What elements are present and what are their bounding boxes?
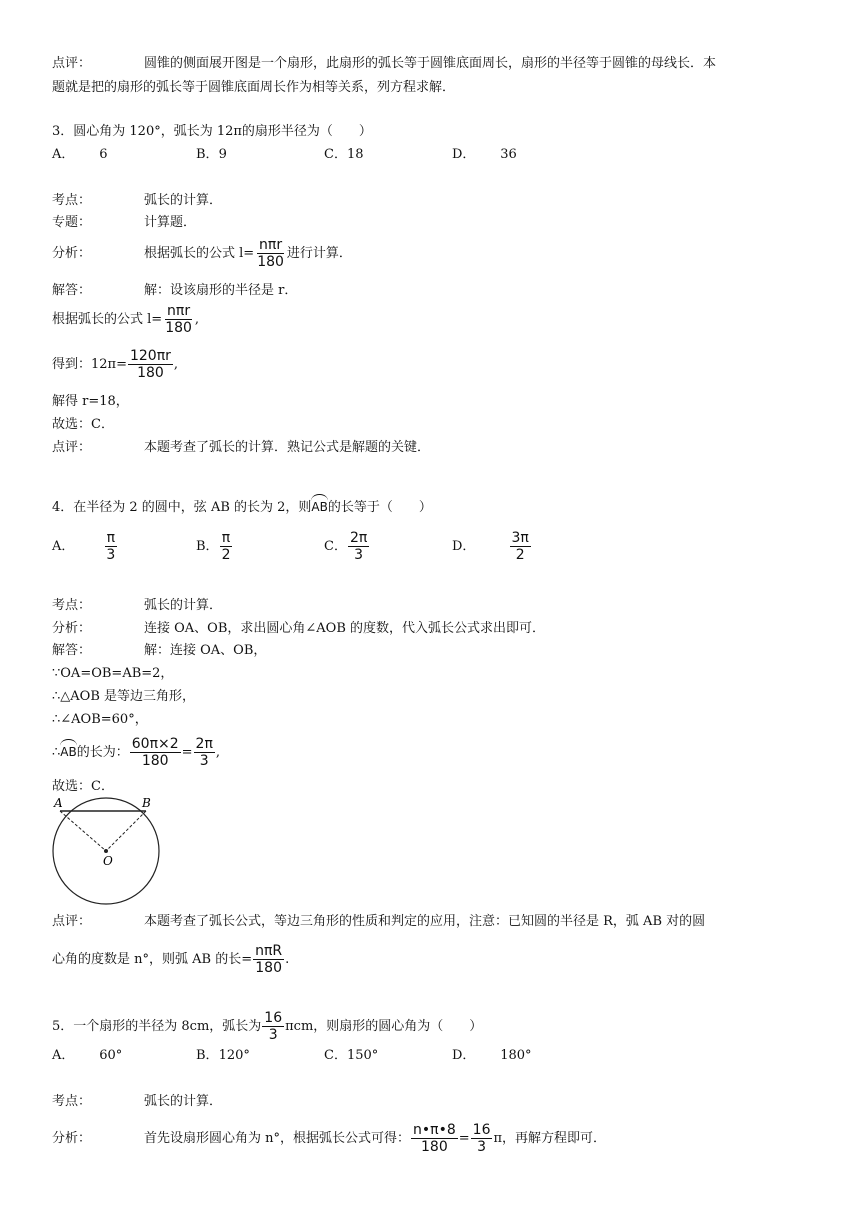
- q4-option-d: D． $\frac{3\pi}{2}$: [452, 530, 529, 563]
- q4-step-4: ∴AB的长为： $\frac{60\pi\times 2}{180}$ = $\frac{2\pi}{3}$ ,: [52, 736, 221, 769]
- q5-analysis: 分析： 首先设扇形圆心角为 n°，根据弧长公式可得： $\frac{n•\pi•8}{180}$ = $\frac{16}{3}$ π，再解方程即可．: [52, 1122, 607, 1155]
- q3-special: 专题： 计算题．: [52, 215, 197, 230]
- q4-option-a: A． $\frac{\pi}{3}$: [52, 530, 116, 563]
- fraction: $\frac{\pi}{2}$: [221, 530, 231, 563]
- radius-oa: [60, 811, 106, 851]
- fraction: $\frac{60\pi\times 2}{180}$: [131, 736, 179, 769]
- q3-option-b: B．9: [196, 147, 227, 162]
- q4-step-1: ∵OA=OB=AB=2，: [52, 666, 174, 681]
- fraction: $\frac{2\pi}{3}$: [195, 736, 213, 769]
- q3-stem: 3．圆心角为 120°，弧长为 12π的扇形半径为（ ）: [52, 124, 372, 139]
- q5-stem: 5．一个扇形的半径为 8cm，弧长为 $\frac{16}{3}$ πcm，则扇形的圆心角为（ ）: [52, 1010, 483, 1043]
- prev-comment: [52, 52, 812, 100]
- q3-topic: 考点： 弧长的计算．: [52, 193, 223, 208]
- q5-option-a: A． 60°: [52, 1048, 123, 1063]
- center-point: [104, 849, 108, 853]
- q4-topic: 考点： 弧长的计算．: [52, 598, 223, 613]
- label-o: O: [103, 854, 113, 868]
- q5-option-d: D． 180°: [452, 1048, 532, 1063]
- q4-comment-b: 心角的度数是 n°，则弧 AB 的长= $\frac{\text{nπR}}{180}$ .: [52, 943, 290, 976]
- fraction: $\frac{\text{nπr}}{180}$: [165, 303, 192, 336]
- q3-choose: 故选：C．: [52, 417, 114, 432]
- fraction: $\frac{16}{3}$: [264, 1010, 283, 1043]
- q3-option-a: A． 6: [52, 147, 108, 162]
- fraction: $\frac{120\pi r}{180}$: [129, 348, 171, 381]
- label-a: A: [54, 796, 63, 810]
- q5-option-c: C．150°: [324, 1048, 379, 1063]
- q3-answer: 解答： 解：设该扇形的半径是 r．: [52, 283, 298, 298]
- q4-choose: 故选：C．: [52, 779, 114, 794]
- prev-comment-text-b: 题就是把的扇形的弧长等于圆锥底面周长作为相等关系，列方程求解．: [52, 80, 456, 95]
- fraction: $\frac{n•\pi•8}{180}$: [413, 1122, 456, 1155]
- q3-option-c: C．18: [324, 147, 364, 162]
- q3-formula: 根据弧长的公式 l= $\frac{\text{nπr}}{180}$ ,: [52, 303, 200, 336]
- q3-solve: 解得 r=18，: [52, 394, 129, 409]
- prev-comment-text-a: 圆锥的侧面展开图是一个扇形，此扇形的弧长等于圆锥底面周长，扇形的半径等于圆锥的母线长．本: [144, 56, 717, 71]
- fraction: $\frac{16}{3}$: [472, 1122, 491, 1155]
- q5-option-b: B．120°: [196, 1048, 250, 1063]
- circle-figure: [48, 795, 166, 907]
- q3-option-d: D． 36: [452, 147, 517, 162]
- fraction: $\frac{\text{nπr}}{180}$: [257, 237, 284, 270]
- q4-option-c: C． $\frac{2\pi}{3}$: [324, 530, 368, 563]
- q4-option-b: B． $\frac{\pi}{2}$: [196, 530, 231, 563]
- q3-analysis: 分析： 根据弧长的公式 l= $\frac{\text{nπr}}{180}$ 进行计算．: [52, 237, 352, 270]
- q4-step-2: ∴△AOB 是等边三角形，: [52, 689, 196, 704]
- q5-topic: 考点： 弧长的计算．: [52, 1094, 223, 1109]
- q4-step-3: ∴∠AOB=60°，: [52, 712, 148, 727]
- q4-analysis: 分析： 连接 OA、OB，求出圆心角∠AOB 的度数，代入弧长公式求出即可．: [52, 621, 546, 636]
- fraction: $\frac{3\pi}{2}$: [511, 530, 529, 563]
- comment-label: 点评：: [52, 56, 92, 71]
- fraction: $\frac{\pi}{3}$: [106, 530, 116, 563]
- fraction: $\frac{\text{nπR}}{180}$: [255, 943, 283, 976]
- q4-comment-a: 点评： 本题考查了弧长公式，等边三角形的性质和判定的应用，注意：已知圆的半径是 R，弧 AB 对的圆: [52, 914, 706, 929]
- q4-stem: 4．在半径为 2 的圆中，弦 AB 的长为 2，则AB的长等于（ ）: [52, 494, 432, 517]
- fraction: $\frac{2\pi}{3}$: [349, 530, 368, 563]
- arc-ab: AB: [60, 739, 76, 761]
- radius-ob: [106, 811, 146, 851]
- q3-comment: 点评： 本题考查了弧长的计算．熟记公式是解题的关键．: [52, 440, 431, 455]
- arc-ab: AB: [311, 494, 327, 516]
- q4-answer: 解答： 解：连接 OA、OB，: [52, 643, 267, 658]
- q3-got: 得到：12π= $\frac{120\pi r}{180}$ ,: [52, 348, 179, 381]
- label-b: B: [142, 796, 151, 810]
